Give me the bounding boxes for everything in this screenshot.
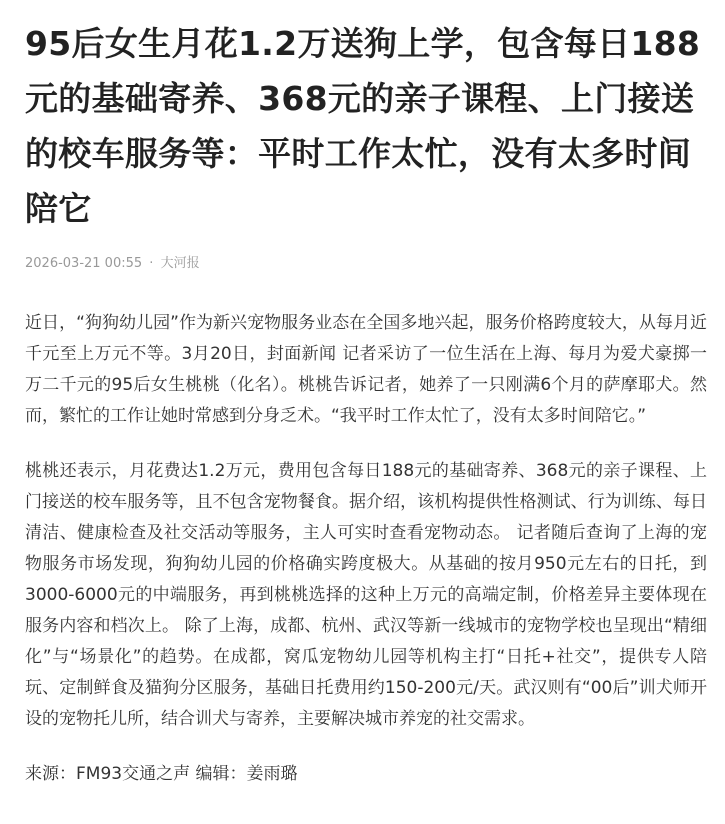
meta-separator: ·: [149, 256, 154, 271]
paragraph: 桃桃还表示，月花费达1.2万元，费用包含每日188元的基础寄养、368元的亲子课程、上门接送的校车服务等，且不包含宠物餐食。据介绍，该机构提供性格测试、行为训练、每日清洁、健康检查及社交活动等服务，主人可实时查看宠物动态。 记者随后查询了上海的宠物服务市场发现，狗狗幼儿园的价格确实跨度极大。从基础的按月950元左右的日托，到3000-6000元的中端服务，再到桃桃选择的这种上万元的高端定制，价格差异主要体现在服务内容和档次上。 除了上海，成都、杭州、武汉等新一线城市的宠物学校也呈现出“精细化”与“场景化”的趋势。在成都，窝瓜宠物幼儿园等机构主打“日托+社交”，提供专人陪玩、定制鲜食及猫狗分区服务，基础日托费用约150-200元/天。武汉则有“00后”训犬师开设的宠物托儿所，结合训犬与寄养，主要解决城市养宠的社交需求。: [25, 461, 707, 729]
article-title: 95后女生月花1.2万送狗上学，包含每日188元的基础寄养、368元的亲子课程、上门接送的校车服务等：平时工作太忙，没有太多时间陪它: [25, 24, 701, 228]
paragraph: 近日，“狗狗幼儿园”作为新兴宠物服务业态在全国多地兴起，服务价格跨度较大，从每月近千元至上万元不等。3月20日，封面新闻 记者采访了一位生活在上海、每月为爱犬豪掷一万二千元的95后女生桃桃（化名）。桃桃告诉记者，她养了一只刚满6个月的萨摩耶犬。然而，繁忙的工作让她时常感到分身乏术。“我平时工作太忙了，没有太多时间陪它。”: [25, 313, 707, 426]
article-meta: [25, 254, 707, 274]
publish-date: 2026-03-21 00:55: [25, 256, 143, 271]
publisher-link[interactable]: 大河报: [160, 256, 200, 271]
source-credit: 来源：FM93交通之声 编辑：姜雨璐: [25, 764, 298, 784]
article-body: [25, 308, 707, 735]
